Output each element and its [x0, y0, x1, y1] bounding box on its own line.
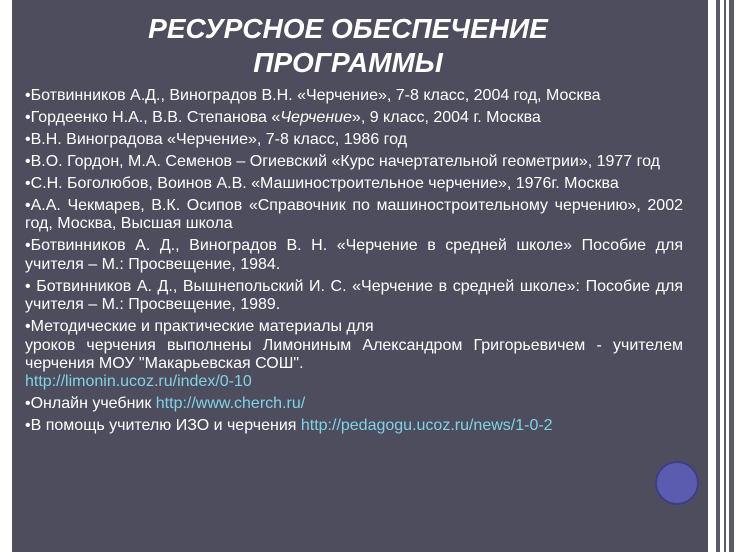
- item-text: Гордеенко Н.А., В.В. Степанова «: [30, 109, 281, 126]
- bullet: •: [25, 87, 31, 104]
- list-item: [25, 109, 683, 127]
- bullet: •: [25, 109, 31, 126]
- decor-circle: [655, 461, 699, 505]
- item-text: Онлайн учебник: [30, 395, 156, 413]
- item-text: В помощь учителю ИЗО и черчения: [30, 417, 301, 435]
- bullet: •: [25, 197, 31, 214]
- item-text: уроков черчения выполнены Лимониным Александром Григорьевичем - учителем черчения МОУ "Макарьевская СОШ".: [25, 336, 683, 373]
- list-item: [25, 395, 683, 413]
- list-item: [25, 237, 683, 274]
- bullet: •: [25, 237, 31, 255]
- item-text: А.А. Чекмарев, В.К. Осипов «Справочник по машиностроительному черчению», 2002 год, Москва, Высшая школа: [25, 197, 683, 233]
- list-item: [25, 197, 683, 234]
- cherch-link[interactable]: http://www.cherch.ru/: [155, 395, 306, 413]
- bullet: •: [25, 175, 31, 192]
- list-item: [25, 87, 683, 105]
- bullet: •: [25, 395, 31, 413]
- list-item: [25, 175, 683, 193]
- item-text: Ботвинников А. Д., Виноградов В. Н. «Черчение в средней школе» Пособие для учителя – М.: Просвещение, 1984.: [25, 237, 683, 273]
- decor-stripe: [729, 0, 734, 552]
- title-line-2: ПРОГРАММЫ: [253, 47, 443, 78]
- item-italic-text: Черчение: [280, 109, 352, 126]
- item-text: С.Н. Боголюбов, Воинов А.В. «Машиностроительное черчение», 1976г. Москва: [30, 175, 619, 192]
- item-text: В.Н. Виноградова «Черчение», 7-8 класс, 1986 год: [30, 131, 408, 148]
- resource-list: [25, 87, 683, 439]
- pedagogu-link[interactable]: http://pedagogu.ucoz.ru/news/1-0-2: [300, 417, 553, 435]
- title-line-1: РЕСУРСНОЕ ОБЕСПЕЧЕНИЕ: [148, 13, 548, 44]
- slide-title: [40, 12, 656, 80]
- item-text: Ботвинников А. Д., Вышнепольский И. С. «Черчение в средней школе»: Пособие для учителя – М.: Просвещение, 1989.: [25, 277, 683, 314]
- item-text: Ботвинников А.Д., Виноградов В.Н. «Черчение», 7-8 класс, 2004 год, Москва: [30, 87, 601, 104]
- limonin-link[interactable]: http://limonin.ucoz.ru/index/0-10: [25, 373, 252, 391]
- list-item: [25, 131, 683, 149]
- bullet: •: [25, 318, 31, 336]
- item-text: Методические и практические материалы для: [30, 318, 374, 336]
- item-text: », 9 класс, 2004 г. Москва: [351, 109, 541, 126]
- bullet: •: [25, 153, 31, 170]
- list-item: [25, 153, 683, 171]
- item-first-line: [25, 318, 683, 336]
- list-item: [25, 278, 683, 315]
- bullet: •: [25, 277, 31, 295]
- item-text: В.О. Гордон, М.А. Семенов – Огиевский «Курс начертательной геометрии», 1977 год: [30, 153, 661, 170]
- bullet: •: [25, 417, 31, 435]
- list-item: [25, 318, 683, 392]
- decor-stripe: [716, 0, 720, 552]
- list-item: [25, 417, 683, 435]
- bullet: •: [25, 131, 31, 148]
- decor-stripe: [724, 0, 726, 552]
